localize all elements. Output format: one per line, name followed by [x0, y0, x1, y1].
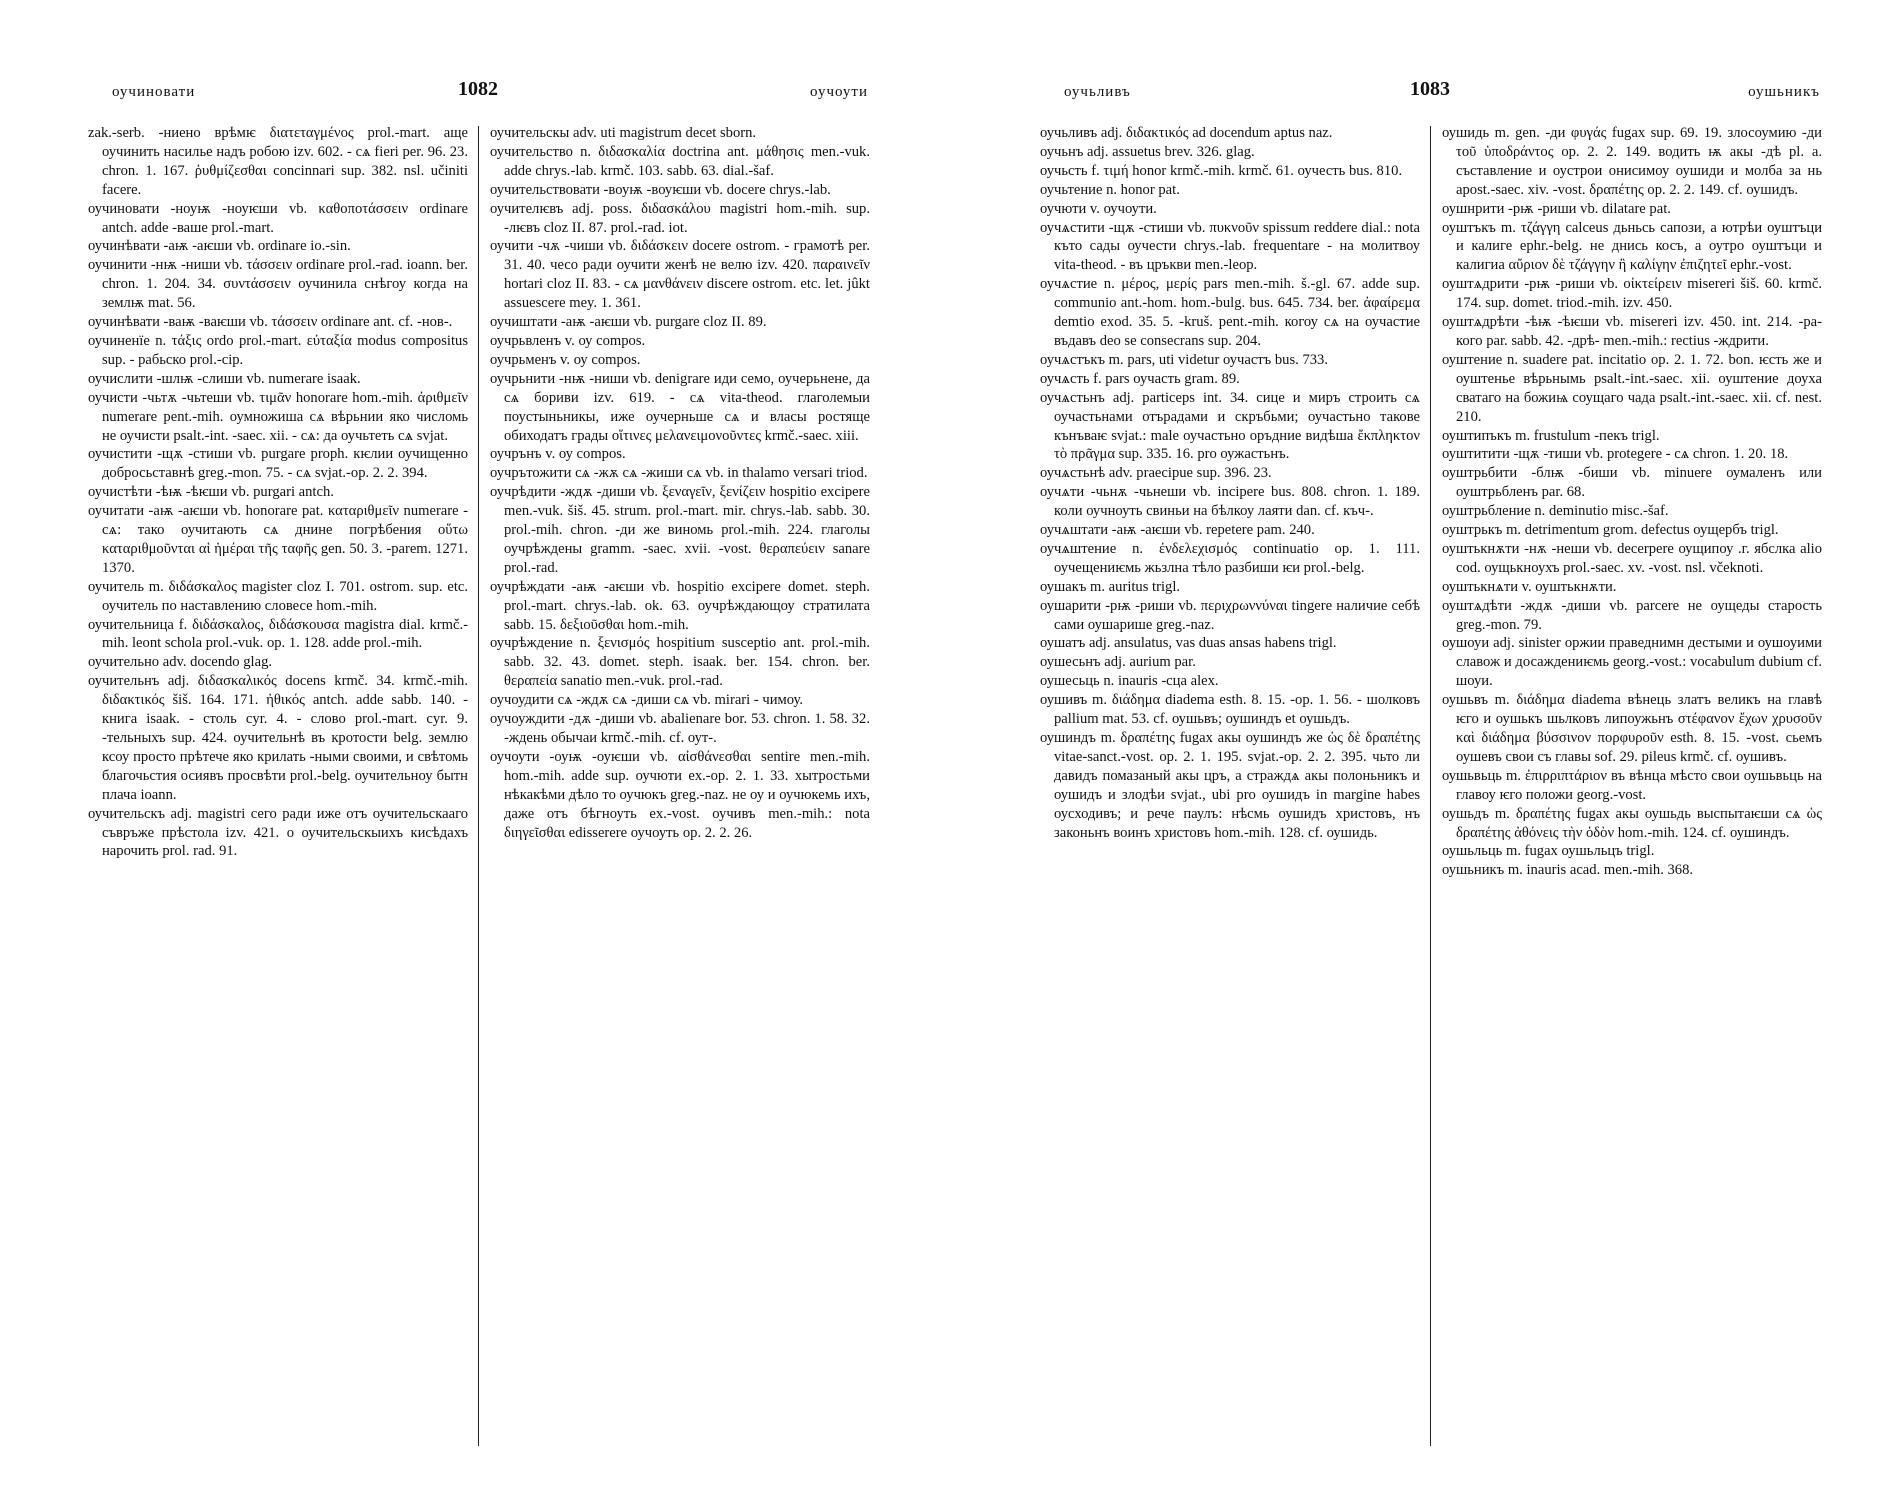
dictionary-entry: оучительскы adv. uti magistrum decet sborn.	[490, 125, 757, 141]
dictionary-entry: zak.-serb. -ниено врѣмѥ διατεταγμένος prol.-mart. аще оучинить насилье надъ робою izv. 602. - сѧ fieri per. 96. 23. chron. 1. 167. ῥυθμίζεσθαι concinnari sup. 382. nsl. učiniti facere.	[88, 125, 468, 198]
column-2	[490, 124, 870, 842]
dictionary-entry: оуштькнѧти v. оуштькнѫти.	[1442, 578, 1617, 595]
dictionary-entry: оучрѣждати -аѭ -аѥши vb. hospitio excipere domet. steph. prol.-mart. chrys.-lab. ok. 63. оучрѣждающоу стратилата sabb. 15. δεξιοῦσθαι hom.-mih.	[490, 578, 870, 633]
dictionary-entry: оучьнъ adj. assuetus brev. 326. glag.	[1040, 143, 1255, 160]
dictionary-entry: оучрънъ v. оу compos.	[490, 446, 626, 463]
dictionary-entry: оуштъкъ m. τζάγγη calceus дьньсь сапози, а ютрѣи оуштъци и калиге ephr.-belg. не днись косъ, а оутро оуштъци и калигиа αὔριον δὲ τζάγγην ἢ καλίγην ἐπιζητεῖ ephr.-vost.	[1442, 219, 1822, 274]
column-1	[88, 124, 468, 861]
dictionary-entry: оучительство n. διδασκαλία doctrina ant. μάθησις men.-vuk. adde chrys.-lab. krmč. 103. sabb. 63. dial.-šaf.	[490, 143, 870, 179]
dictionary-entry: оучюти v. оучоути.	[1040, 200, 1157, 217]
dictionary-entry: оучрьвленъ v. оу compos.	[490, 332, 646, 349]
header-left-word: оучиновати	[112, 84, 196, 100]
dictionary-entry: оучѧстити -щѫ -стиши vb. πυκνοῦν spissum reddere dial.: nota къто сады оучести chrys.-lab. frequentare - на молитвоу vita-theod. - въ цръкви men.-leop.	[1040, 219, 1420, 274]
dictionary-entry: оушатъ adj. ansulatus, vas duas ansas habens trigl.	[1040, 635, 1337, 652]
dictionary-entry: оучительница f. διδάσκαλος, διδάσκουσα magistra dial. krmč.-mih. leont schola prol.-vuk. op. 1. 128. adde prol.-mih.	[88, 616, 468, 652]
dictionary-entry: оуштькнѫти -нѫ -неши vb. decerpere оущипоу .г. ябслка alio cod. оущькноухъ prol.-saec. xv. -vost. nsl. včeknoti.	[1442, 540, 1822, 576]
column-2	[1442, 124, 1822, 880]
dictionary-entry: оушьникъ m. inauris acad. men.-mih. 368.	[1442, 862, 1694, 879]
dictionary-entry: оучиштати -аѭ -аѥши vb. purgare cloz II. 89.	[490, 314, 767, 331]
dictionary-entry: оучинѣвати -аѭ -аѥши vb. ordinare io.-sin.	[88, 238, 351, 255]
dictionary-entry: оучѧстьнѣ adv. praecipue sup. 396. 23.	[1040, 465, 1272, 482]
dictionary-entry: оучѧштати -аѭ -аѥши vb. repetere pam. 240.	[1040, 522, 1315, 539]
dictionary-entry: оучинѣвати -ваѭ -ваѥши vb. τάσσειν ordinare ant. cf. -нов-.	[88, 314, 453, 331]
dictionary-entry: оучистѣти -ѣѭ -ѣѥши vb. purgari antch.	[88, 484, 334, 501]
dictionary-entry: оушакъ m. auritus trigl.	[1040, 578, 1181, 595]
dictionary-entry: оушьвьць m. ἐπιρριπτάριον въ вѣнца мѣсто свои оушьвьць на главоу ѥго положи georg.-vost.	[1442, 767, 1822, 803]
dictionary-entry: оучьсть f. τιμή honor krmč.-mih. krmč. 61. оучесть bus. 810.	[1040, 162, 1403, 179]
dictionary-entry: оучьтение n. honor pat.	[1040, 181, 1180, 198]
dictionary-entry: оуштитити -щѫ -тиши vb. protegere - сѧ chron. 1. 20. 18.	[1442, 446, 1789, 463]
running-head	[1040, 78, 1860, 108]
dictionary-entry: оучисти -чьтѫ -чьтеши vb. τιμᾶν honorare hom.-mih. ἀριθμεῖν numerare pent.-mih. оумножиша сѧ вѣрьнии яко числомь не оучисти psalt.-int. -saec. xii. - сѧ: да оучьтеть сѧ svjat.	[88, 389, 468, 444]
dictionary-entry: оучѧстие n. μέρος, μερίς pars men.-mih. š.-gl. 67. adde sup. communio ant.-hom. hom.-bulg. bus. 645. 734. ber. ἀφαίρεμα demtio exod. 35. 5. -kruš. pent.-mih. когоу сѧ на оучастие въдавъ deo se consecrans sup. 204.	[1040, 276, 1420, 349]
right-page	[1040, 78, 1860, 1478]
dictionary-entry: оуштѧдѣти -ждѫ -диши vb. parcere не оущеды старость greg.-mon. 79.	[1442, 597, 1822, 633]
dictionary-entry: оучительнъ adj. διδασκαλικός docens krmč. 34. krmč.-mih. διδακτικός šiš. 164. 171. ἠθικός antch. adde sabb. 140. - книга isaak. - столь cyr. 4. - слово prol.-mart. cyr. 9. -тельныхъ sup. 424. оучительнѣ въ кротости belg. землю ксоу просто прѣтече яко крилать -ными своими, и свѣтомь благочьстия осиявъ просвѣти prol.-belg. оучительноу бытн плача ioann.	[88, 673, 468, 803]
dictionary-entry: оучѧштение n. ἐνδελεχισμός continuatio op. 1. 111. оучещениѥмь жьзлна тѣло разбиши ѥи prol.-belg.	[1040, 540, 1420, 576]
dictionary-entry: оучрѣдити -ждѫ -диши vb. ξεναγεῖν, ξενίζειν hospitio excipere men.-vuk. šiš. 45. strum. prol.-mart. mir. chrys.-lab. sabb. 30. prol.-mih. chron. -ди же виномь prol.-mih. 224. глаголы оучрѣждены gramm. -saec. xvii. -vost. θεραπεύειν sanare prol.-rad.	[490, 484, 870, 576]
dictionary-entry: оушесьнъ adj. aurium par.	[1040, 654, 1196, 671]
dictionary-entry: оучитати -аѭ -аѥши vb. honorare pat. καταριθμεῖν numerare - сѧ: тако оучитають сѧ днине погрѣбения οὕτω καταριθμοῦνται αἱ ἡμέραι τῆς ταφῆς gen. 50. 3. -parem. 1271. 1370.	[88, 503, 468, 576]
dictionary-entry: оуштрьбити -блѭ -биши vb. minuere оумаленъ или оуштрьбленъ par. 68.	[1442, 465, 1822, 501]
dictionary-entry: оуштѧдрѣти -ѣѭ -ѣѥши vb. misereri izv. 450. int. 214. -ра- кого par. sabb. 42. -дрѣ- men.-mih.: rectius -ждрити.	[1442, 314, 1822, 349]
column-divider	[1430, 126, 1431, 1446]
dictionary-entry: оучинити -нѭ -ниши vb. τάσσειν ordinare prol.-rad. ioann. ber. chron. 1. 204. 34. συντάσσειν оучинила снѣгоу когда на землѭ mat. 56.	[88, 257, 468, 312]
dictionary-entry: оушидь m. gen. -ди φυγάς fugax sup. 69. 19. злосоумию -ди τοῦ ὑποδράντος op. 2. 2. 149. водить ѭ акы -дѣ pl. a. съставление и оустрои онисимоу оушиди и молба за нь apost.-saec. xiv. -vost. δραπέτης op. 2. 2. 149. cf. оушидъ.	[1442, 125, 1822, 198]
dictionary-entry: оучѧсть f. pars оучасть gram. 89.	[1040, 370, 1240, 387]
dictionary-entry: оучоудити сѧ -ждѫ сѧ -диши сѧ vb. mirari - чимоу.	[490, 692, 803, 709]
dictionary-entry: оучѧти -чьнѫ -чьнеши vb. incipere bus. 808. chron. 1. 189. коли оучноуть свиньи на бѣлкоу лаяти dan. cf. къч-.	[1040, 484, 1420, 520]
dictionary-entry: оучистити -щѫ -стиши vb. purgare proph. кѥлии оучищенно добросьставнѣ greg.-mon. 75. - сѧ svjat.-op. 2. 2. 394.	[88, 446, 468, 482]
dictionary-entry: оучислити -шлѭ -слиши vb. numerare isaak.	[88, 370, 361, 387]
dictionary-entry: оучрътожити сѧ -жѫ сѧ -жиши сѧ vb. in thalamo versari triod.	[490, 465, 868, 482]
header-right-word: оушьникъ	[1748, 84, 1820, 100]
column-1	[1040, 124, 1420, 842]
dictionary-entry: оучьливъ adj. διδακτικός ad docendum aptus naz.	[1040, 125, 1333, 141]
dictionary-entry: оучитель m. διδάσκαλος magister cloz I. 701. ostrom. sup. etc. оучитель по наставлению словесе hom.-mih.	[88, 578, 468, 614]
dictionary-entry: оушиндъ m. δραπέτης fugax акы оушиндъ же ὡς δὲ δραπέτης vitae-sanct.-vost. op. 2. 1. 195. svjat.-op. 2. 2. 395. чьто ли давидъ помазаный акы цръ, а страждѧ акы полоньникъ и оушидъ и злодѣи svjat., ubi pro оушидъ in margine habes оусходивъ; и рече паулъ: нѣсмь оушидъ христовъ, нъ законьнъ воинъ христовъ hom.-mih. 128. cf. оушидь.	[1040, 730, 1420, 841]
dictionary-entry: оучѧстьнъ adj. particeps int. 34. сице и миръ строить сѧ оучастьнами отърадами и скръбьми; оучастьно такове кънъваѥ svjat.: male оучастьно оръдние видѣша ἔκπληκτον τὸ πρᾶγμα sup. 335. 16. pro оужастьнъ.	[1040, 389, 1420, 463]
page-number: 1083	[1410, 78, 1450, 100]
header-left-word: оучьливъ	[1064, 84, 1131, 100]
left-page	[88, 78, 908, 1478]
dictionary-entry: оучоуждити -дѫ -диши vb. abalienare bor. 53. chron. 1. 58. 32. -ждень обычаи krmč.-mih. cf. оут-.	[490, 711, 870, 746]
dictionary-entry: оушарити -рѭ -риши vb. περιχρωννύναι tingere наличие себѣ сами оушарише greg.-naz.	[1040, 597, 1420, 633]
dictionary-entry: оушьльць m. fugax оушьльцъ trigl.	[1442, 843, 1655, 860]
dictionary-entry: оуштѧдрити -рѭ -риши vb. οἰκτείρειν misereri šiš. 60. krmč. 174. sup. domet. triod.-mih. izv. 450.	[1442, 276, 1822, 312]
dictionary-entry: оушнрити -рѭ -риши vb. dilatare pat.	[1442, 200, 1671, 217]
dictionary-entry: оуштение n. suadere pat. incitatio op. 2. 1. 72. bon. ѥсть же и оуштенье вѣрьнымь psalt.-int.-saec. xii. оуштение доуха сватаго на божиѩ соущаго чада psalt.-int.-saec. xii. cf. nest. 210.	[1442, 351, 1822, 425]
dictionary-entry: оучоути -оуѭ -оуѥши vb. αἰσθάνεσθαι sentire men.-mih. hom.-mih. adde sup. оучюти ex.-op. 2. 1. 33. хытростьми нѣкакѣми дѣло то оучюкъ greg.-naz. не оу и оучюкемь ихъ, даже отъ бѣгноуть ex.-vost. оучивъ men.-mih.: nota διηγεῖσθαι edisserere оучоуть op. 2. 2. 26.	[490, 748, 870, 841]
dictionary-entry: оуштрькъ m. detrimentum grom. defectus оущербъ trigl.	[1442, 522, 1779, 539]
dictionary-entry: оушесьць n. inauris -сца alex.	[1040, 673, 1219, 690]
dictionary-entry: оучительно adv. docendo glag.	[88, 654, 273, 671]
running-head	[88, 78, 908, 108]
dictionary-entry: оушьдъ m. δραπέτης fugax акы оушьдь выспытаѥши сѧ ὡς δραπέτης ἀθόνεις τὴν ὁδὸν hom.-mih. 124. cf. оушиндъ.	[1442, 805, 1822, 841]
dictionary-entry: оучительствовати -воуѭ -воуѥши vb. docere chrys.-lab.	[490, 181, 831, 198]
dictionary-entry: оуштипъкъ m. frustulum -пекъ trigl.	[1442, 427, 1660, 444]
dictionary-entry: оучиненїе n. τάξις ordo prol.-mart. εὐταξία modus compositus sup. - рабьско prol.-cip.	[88, 332, 468, 368]
dictionary-entry: оучити -чѫ -чиши vb. διδάσκειν docere ostrom. - грамотѣ per. 31. 40. чесо ради оучити женѣ не велю izv. 420. παραινεῖν hortari cloz II. 83. - сѧ μανθάνειν discere ostrom. etc. let. jûkt assuescere mey. 1. 361.	[490, 238, 870, 312]
dictionary-entry: оуштрьбление n. deminutio misc.-šaf.	[1442, 503, 1669, 520]
dictionary-entry: оучрьнити -нѭ -ниши vb. denigrare иди семо, оучерьнене, да сѧ бориви izv. 619. - сѧ vita-theod. глаголемыи поустыньникы, иже оучерньше сѧ и власы ростяще обиходатъ грады οἵτινες μελανειμονοῦντες krmč.-saec. xiii.	[490, 370, 870, 444]
dictionary-entry: оушоуи adj. sinister оржии праведнимн дестыми и оушоуими славож и досаждениѥмь georg.-vost.: vocabulum dubium cf. шоуи.	[1442, 635, 1822, 690]
header-right-word: оучоути	[810, 84, 868, 100]
dictionary-entry: оучрѣждение n. ξενισμός hospitium susceptio ant. prol.-mih. sabb. 32. 43. domet. steph. isaak. ber. 154. chron. ber. θεραπεία sanatio men.-vuk. prol.-rad.	[490, 635, 870, 690]
page-number: 1082	[458, 78, 498, 100]
dictionary-entry: оушивъ m. διάδημα diadema esth. 8. 15. -op. 1. 56. - шолковъ pallium mat. 53. cf. оушьвъ; оушиндъ et оушьдъ.	[1040, 692, 1420, 728]
column-divider	[478, 126, 479, 1446]
dictionary-entry: оучителѥвъ adj. poss. διδασκάλου magistri hom.-mih. sup. -лѥвъ cloz II. 87. prol.-rad. iot.	[490, 200, 870, 236]
dictionary-entry: оучѧстъкъ m. pars, uti videtur оучастъ bus. 733.	[1040, 351, 1328, 368]
dictionary-entry: оушьвъ m. διάδημα diadema вѣнець златъ великъ на главѣ ѥго и оушькъ шьлковъ липоужьнъ στέφανον ἔχων χρυσοῦν καὶ διάδημα βύσσινον πορφυροῦν esth. 8. 15. -vost. сьемъ оушевъ свои съ главы sof. 29. pileus krmč. cf. оушивъ.	[1442, 692, 1822, 765]
dictionary-entry: оучиновати -ноуѭ -ноуѥши vb. καθοποτάσσειν ordinare antch. adde -ваше prol.-mart.	[88, 200, 468, 236]
dictionary-entry: оучрьменъ v. оу compos.	[490, 351, 641, 368]
dictionary-entry: оучительскъ adj. magistri сего ради иже отъ оучительскааго съвръже прѣстола izv. 421. о оучительскыихъ кисѣдахъ нарочить prol. rad. 91.	[88, 805, 468, 860]
